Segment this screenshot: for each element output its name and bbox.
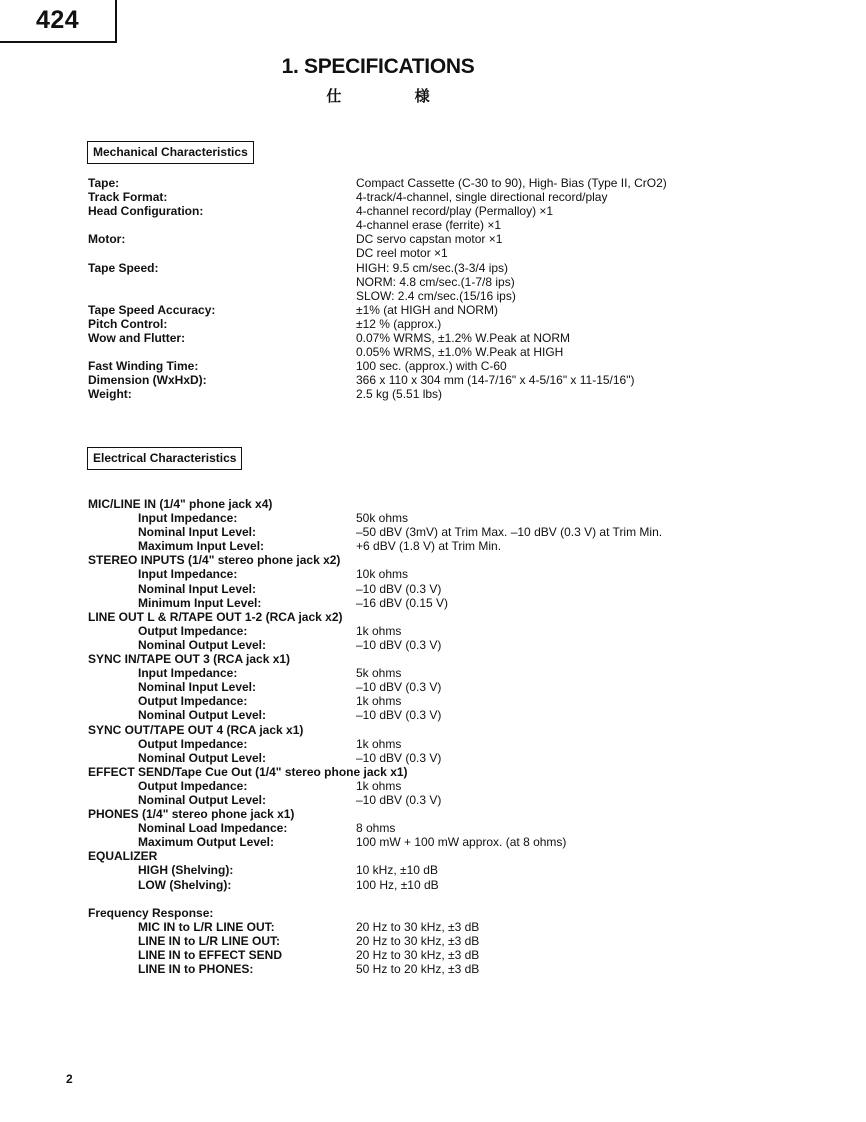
spec-label: Motor: xyxy=(88,232,126,247)
spec-row xyxy=(0,275,866,289)
spec-label: Nominal Output Level: xyxy=(138,708,267,723)
spec-label: Dimension (WxHxD): xyxy=(88,373,207,388)
spec-value: –10 dBV (0.3 V) xyxy=(356,792,442,807)
spec-value: 4-channel record/play (Permalloy) ×1 xyxy=(356,204,554,219)
spec-value: 0.05% WRMS, ±1.0% W.Peak at HIGH xyxy=(356,345,564,360)
page-number: 2 xyxy=(66,1072,73,1086)
spec-row xyxy=(0,317,866,331)
spec-label: Maximum Input Level: xyxy=(138,539,265,554)
spec-label: Nominal Output Level: xyxy=(138,792,267,807)
spec-label: Weight: xyxy=(88,387,132,402)
spec-value: SLOW: 2.4 cm/sec.(15/16 ips) xyxy=(356,288,516,303)
spec-label: Tape: xyxy=(88,176,120,190)
spec-label: Nominal Input Level: xyxy=(138,680,257,695)
spec-row xyxy=(0,638,866,652)
spec-value: –16 dBV (0.15 V) xyxy=(356,595,449,610)
spec-row xyxy=(0,218,866,232)
spec-group-title: SYNC OUT/TAPE OUT 4 (RCA jack x1) xyxy=(88,722,304,737)
spec-label: Head Configuration: xyxy=(88,204,204,219)
spec-value: ±12 % (approx.) xyxy=(356,316,442,331)
spec-label: Track Format: xyxy=(88,190,168,205)
spec-value: 1k ohms xyxy=(356,623,402,638)
spec-label: Output Impedance: xyxy=(138,778,248,793)
spec-value: ±1% (at HIGH and NORM) xyxy=(356,302,498,317)
spec-label: Nominal Input Level: xyxy=(138,525,257,540)
spec-label: Output Impedance: xyxy=(138,736,248,751)
spec-row xyxy=(0,934,866,948)
spec-row xyxy=(0,289,866,303)
spec-row xyxy=(0,525,866,539)
spec-row xyxy=(0,708,866,722)
model-number: 424 xyxy=(36,6,80,34)
spec-value: 50 Hz to 20 kHz, ±3 dB xyxy=(356,962,480,977)
spec-label: Output Impedance: xyxy=(138,623,248,638)
spec-value: 366 x 110 x 304 mm (14-7/16" x 4-5/16" x 11-15/16") xyxy=(356,373,635,388)
spec-value: +6 dBV (1.8 V) at Trim Min. xyxy=(356,539,502,554)
spec-row xyxy=(0,567,866,581)
spec-label: Maximum Output Level: xyxy=(138,835,275,850)
spec-row xyxy=(0,666,866,680)
spec-row xyxy=(0,246,866,260)
spec-label: Nominal Output Level: xyxy=(138,750,267,765)
spec-label: LOW (Shelving): xyxy=(138,877,232,892)
spec-label: Tape Speed: xyxy=(88,260,159,275)
spec-value: 2.5 kg (5.51 lbs) xyxy=(356,387,443,402)
spec-label: Input Impedance: xyxy=(138,666,238,681)
page-subtitle: 仕 様 xyxy=(326,87,464,105)
spec-value: 4-track/4-channel, single directional record/play xyxy=(356,190,608,205)
spec-value: –10 dBV (0.3 V) xyxy=(356,581,442,596)
spec-label: LINE IN to L/R LINE OUT: xyxy=(138,933,280,948)
spec-value: 50k ohms xyxy=(356,511,409,526)
spec-row xyxy=(0,751,866,765)
spec-value: 8 ohms xyxy=(356,821,396,836)
spec-group-title: Frequency Response: xyxy=(88,905,214,920)
spec-label: Fast Winding Time: xyxy=(88,359,199,374)
spec-row xyxy=(0,737,866,751)
spec-row xyxy=(0,821,866,835)
mechanical-heading: Mechanical Characteristics xyxy=(87,141,254,164)
spec-value: 20 Hz to 30 kHz, ±3 dB xyxy=(356,948,480,962)
spec-value: –10 dBV (0.3 V) xyxy=(356,750,442,765)
spec-value: –10 dBV (0.3 V) xyxy=(356,708,442,723)
spec-label: HIGH (Shelving): xyxy=(138,863,234,878)
spec-row xyxy=(0,793,866,807)
spec-group-title: STEREO INPUTS (1/4" stereo phone jack x2) xyxy=(88,553,341,568)
spec-label: Input Impedance: xyxy=(138,567,238,582)
spec-value: 100 Hz, ±10 dB xyxy=(356,877,439,892)
spec-value: –10 dBV (0.3 V) xyxy=(356,637,442,652)
spec-label: Pitch Control: xyxy=(88,316,168,331)
spec-value: 100 mW + 100 mW approx. (at 8 ohms) xyxy=(356,835,567,850)
spec-row xyxy=(0,303,866,317)
spec-row xyxy=(0,387,866,401)
spec-row xyxy=(0,948,866,962)
spec-value: 0.07% WRMS, ±1.2% W.Peak at NORM xyxy=(356,331,570,346)
spec-row xyxy=(0,511,866,525)
spec-value: HIGH: 9.5 cm/sec.(3-3/4 ips) xyxy=(356,260,509,275)
spec-group-title: LINE OUT L & R/TAPE OUT 1-2 (RCA jack x2) xyxy=(88,609,343,624)
spec-label: Wow and Flutter: xyxy=(88,331,186,346)
spec-label: LINE IN to EFFECT SEND xyxy=(138,948,282,962)
spec-row xyxy=(0,190,866,204)
spec-value: 10 kHz, ±10 dB xyxy=(356,863,438,878)
spec-group-title: EQUALIZER xyxy=(88,849,158,864)
spec-label: LINE IN to PHONES: xyxy=(138,962,254,977)
spec-group-title: EFFECT SEND/Tape Cue Out (1/4" stereo phone jack x1) xyxy=(88,764,408,779)
spec-value: 20 Hz to 30 kHz, ±3 dB xyxy=(356,919,480,934)
spec-label: Nominal Input Level: xyxy=(138,581,257,596)
spec-row xyxy=(0,962,866,976)
spec-row xyxy=(0,694,866,708)
spacer xyxy=(0,892,866,906)
spec-value: 1k ohms xyxy=(356,694,402,709)
spec-value: 4-channel erase (ferrite) ×1 xyxy=(356,218,502,233)
spec-label: Nominal Load Impedance: xyxy=(138,821,288,836)
spec-label: Output Impedance: xyxy=(138,694,248,709)
spec-row xyxy=(0,373,866,387)
spec-label: Nominal Output Level: xyxy=(138,637,267,652)
spec-value: –10 dBV (0.3 V) xyxy=(356,680,442,695)
spec-row xyxy=(0,920,866,934)
spec-row xyxy=(0,680,866,694)
spec-value: NORM: 4.8 cm/sec.(1-7/8 ips) xyxy=(356,274,515,289)
spec-value: 1k ohms xyxy=(356,736,402,751)
electrical-spec-list xyxy=(0,497,866,976)
spec-value: DC reel motor ×1 xyxy=(356,246,448,261)
model-number-box xyxy=(0,0,117,43)
spec-row xyxy=(0,204,866,218)
spec-value: –50 dBV (3mV) at Trim Max. –10 dBV (0.3 V) at Trim Min. xyxy=(356,525,663,540)
spec-group-title: SYNC IN/TAPE OUT 3 (RCA jack x1) xyxy=(88,652,291,667)
spec-group-title: PHONES (1/4" stereo phone jack x1) xyxy=(88,807,295,822)
spec-label: Input Impedance: xyxy=(138,511,238,526)
spec-row xyxy=(0,835,866,849)
spec-row xyxy=(0,331,866,345)
spec-row xyxy=(0,779,866,793)
spec-label: MIC IN to L/R LINE OUT: xyxy=(138,919,275,934)
electrical-heading: Electrical Characteristics xyxy=(87,447,242,470)
spec-row xyxy=(0,539,866,553)
spec-value: 1k ohms xyxy=(356,778,402,793)
spec-row xyxy=(0,261,866,275)
spec-row xyxy=(0,863,866,877)
spec-value: 100 sec. (approx.) with C-60 xyxy=(356,359,507,374)
spec-row xyxy=(0,232,866,246)
spec-label: Minimum Input Level: xyxy=(138,595,262,610)
spec-row xyxy=(0,596,866,610)
spec-row xyxy=(0,176,866,190)
spec-row xyxy=(0,359,866,373)
spec-label: Tape Speed Accuracy: xyxy=(88,302,216,317)
spec-group-title: MIC/LINE IN (1/4" phone jack x4) xyxy=(88,497,273,511)
spec-value: DC servo capstan motor ×1 xyxy=(356,232,503,247)
page-title: 1. SPECIFICATIONS xyxy=(281,55,475,78)
spec-value: 10k ohms xyxy=(356,567,409,582)
spec-value: 5k ohms xyxy=(356,666,402,681)
spec-row xyxy=(0,878,866,892)
spec-row xyxy=(0,624,866,638)
spec-value: Compact Cassette (C-30 to 90), High- Bias (Type II, CrO2) xyxy=(356,176,667,190)
spec-value: 20 Hz to 30 kHz, ±3 dB xyxy=(356,933,480,948)
spec-row xyxy=(0,582,866,596)
mechanical-spec-list xyxy=(0,176,866,402)
spec-row xyxy=(0,345,866,359)
